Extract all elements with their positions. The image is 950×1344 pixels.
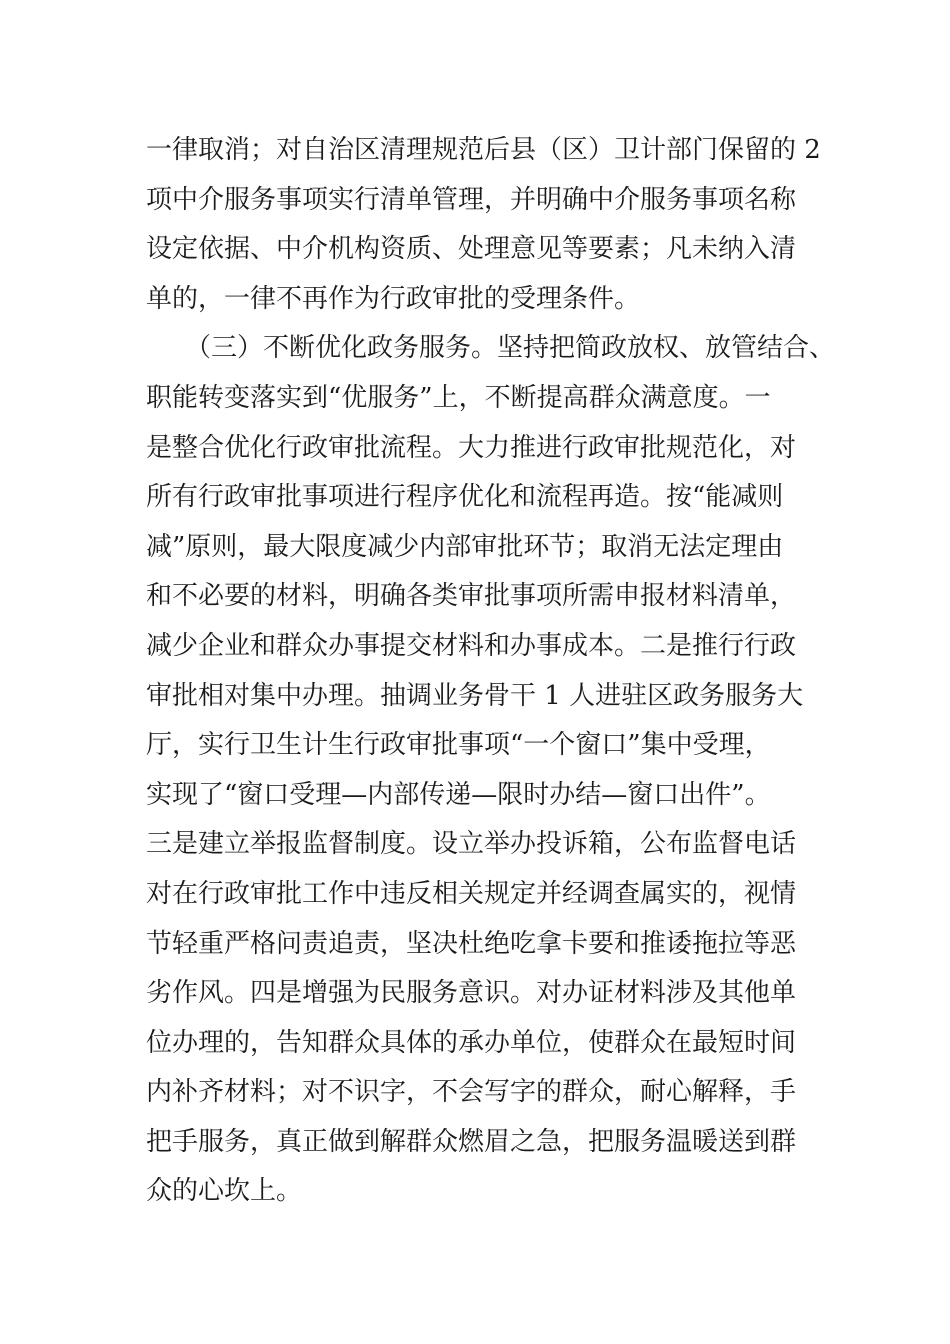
text-line: 劣作风。四是增强为民服务意识。对办证材料涉及其他单 — [146, 978, 797, 1009]
text-line: 单的，一律不再作为行政审批的受理条件。 — [146, 283, 641, 314]
text-line: 位办理的，告知群众具体的承办单位，使群众在最短时间 — [146, 1027, 797, 1058]
text-line: 一律取消；对自治区清理规范后县（区）卫计部门保留的 2 — [146, 135, 821, 165]
text-line: 众的心坎上。 — [146, 1176, 303, 1207]
text-line: 审批相对集中办理。抽调业务骨干 1 人进驻区政务服务大 — [146, 680, 804, 711]
text-line: 职能转变落实到“优服务”上，不断提高群众满意度。一 — [146, 382, 771, 413]
document-body — [146, 126, 846, 1217]
text-line: 把手服务，真正做到解群众燃眉之急，把服务温暖送到群 — [146, 1126, 797, 1157]
text-line: 项中介服务事项实行清单管理，并明确中介服务事项名称 — [146, 184, 797, 215]
text-line: 和不必要的材料，明确各类审批事项所需申报材料清单， — [146, 581, 797, 612]
text-line: 三是建立举报监督制度。设立举办投诉箱，公布监督电话 — [146, 829, 797, 860]
text-line: 所有行政审批事项进行程序优化和流程再造。按“能减则 — [146, 482, 784, 513]
text-line: 节轻重严格问责追责，坚决杜绝吃拿卡要和推诿拖拉等恶 — [146, 928, 797, 959]
text-line: 是整合优化行政审批流程。大力推进行政审批规范化，对 — [146, 432, 797, 463]
text-line: 对在行政审批工作中违反相关规定并经调查属实的，视情 — [146, 878, 797, 909]
text-line: 减”原则，最大限度减少内部审批环节；取消无法定理由 — [146, 531, 784, 562]
text-line: 减少企业和群众办事提交材料和办事成本。二是推行行政 — [146, 630, 797, 661]
text-line: 厅，实行卫生计生行政审批事项“一个窗口”集中受理， — [146, 730, 771, 761]
text-line: 设定依据、中介机构资质、处理意见等要素；凡未纳入清 — [146, 234, 797, 265]
text-line: （三）不断优化政务服务。坚持把简政放权、放管结合、 — [146, 333, 836, 364]
text-line: 内补齐材料；对不识字，不会写字的群众，耐心解释，手 — [146, 1077, 797, 1108]
text-line: 实现了“窗口受理—内部传递—限时办结—窗口出件”。 — [146, 779, 771, 810]
